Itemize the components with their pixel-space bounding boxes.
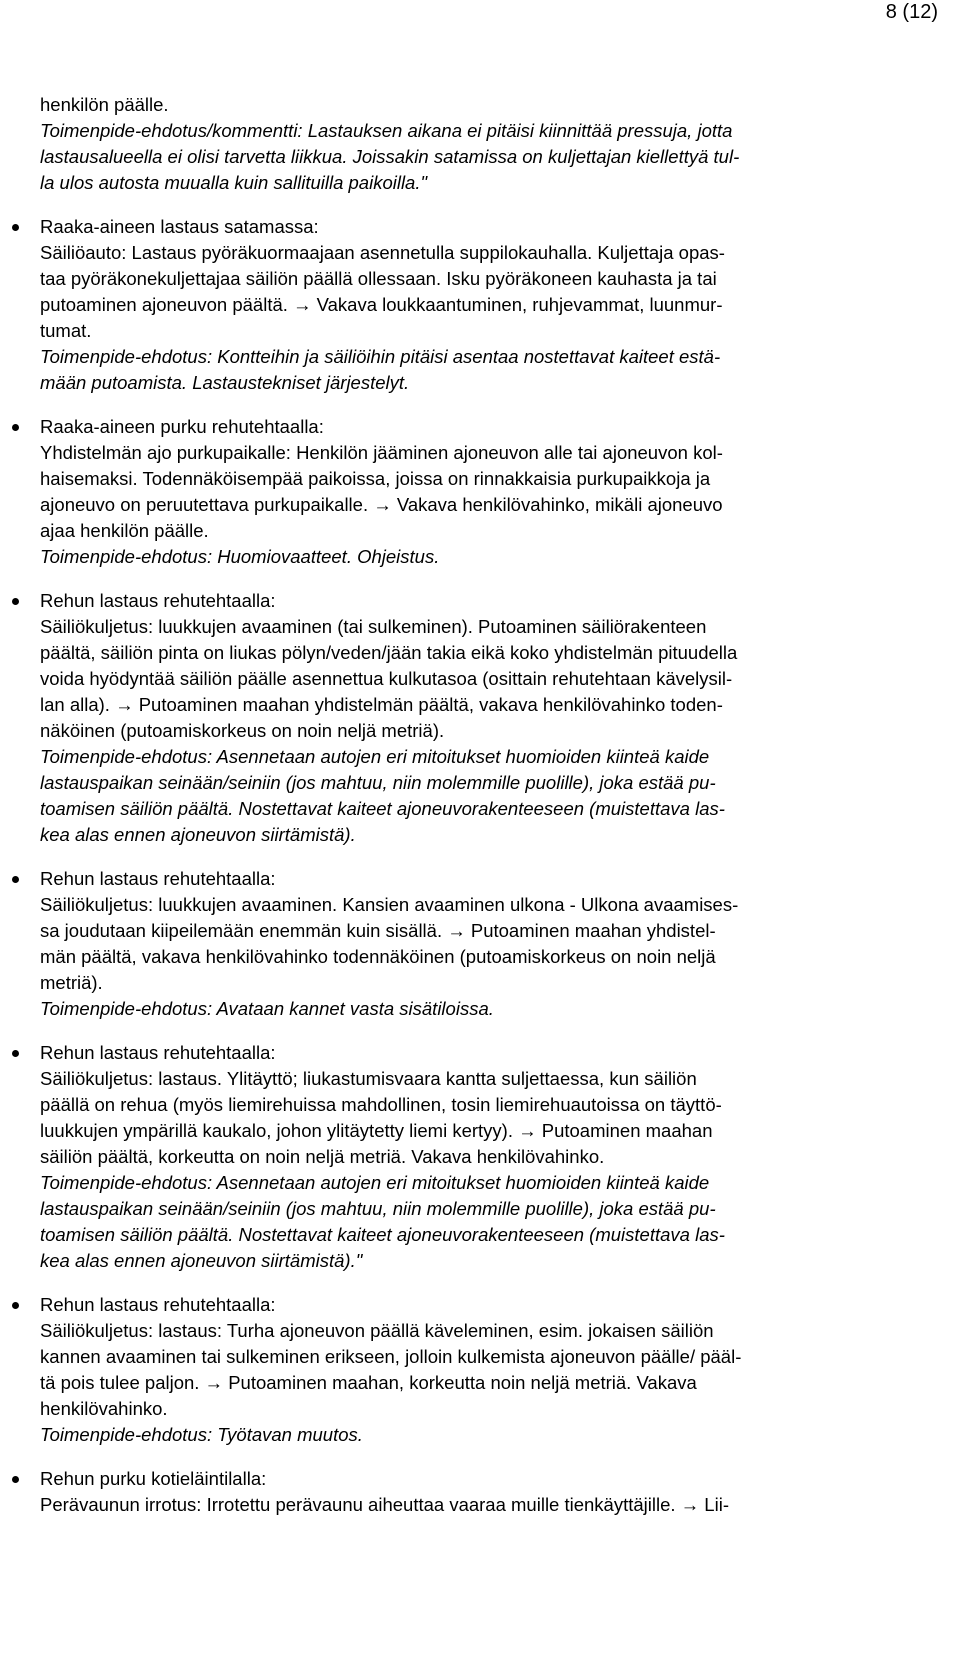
bullet-icon — [12, 1050, 19, 1057]
text-line: lan alla). → Putoaminen maahan yhdistelmän päältä, vakava henkilövahinko toden- — [40, 694, 723, 715]
list-item — [40, 214, 920, 396]
text-line: kannen avaaminen tai sulkeminen erikseen, jolloin kulkemista ajoneuvon päälle/ pääl- — [40, 1346, 742, 1367]
text-line: Säiliökuljetus: lastaus. Ylitäyttö; liukastumisvaara kantta suljettaessa, kun säiliön — [40, 1068, 697, 1089]
text-line: Raaka-aineen lastaus satamassa: — [40, 216, 319, 237]
list-item — [40, 414, 920, 570]
bullet-icon — [12, 224, 19, 231]
text-line: lastauspaikan seinään/seiniin (jos mahtuu, niin molemmille puolille), joka estää pu- — [40, 772, 716, 793]
page-number: 8 (12) — [885, 1, 938, 23]
list-item — [40, 588, 920, 848]
text-line: henkilövahinko. — [40, 1398, 168, 1419]
text-line: la ulos autosta muualla kuin sallituilla paikoilla." — [40, 172, 428, 193]
text-line: päällä on rehua (myös liemirehuissa mahdollinen, tosin liemirehuautoissa on täyttö- — [40, 1094, 722, 1115]
text-line: lastauspaikan seinään/seiniin (jos mahtuu, niin molemmille puolille), joka estää pu- — [40, 1198, 716, 1219]
text-line: Rehun purku kotieläintilalla: — [40, 1468, 267, 1489]
text-line: putoaminen ajoneuvon päältä. → Vakava loukkaantuminen, ruhjevammat, luunmur- — [40, 294, 723, 315]
text-line: ajaa henkilön päälle. — [40, 520, 209, 541]
bullet-icon — [12, 876, 19, 883]
list-item — [40, 1292, 920, 1448]
text-line: Toimenpide-ehdotus: Asennetaan autojen eri mitoitukset huomioiden kiinteä kaide — [40, 1172, 710, 1193]
text-line: kea alas ennen ajoneuvon siirtämistä). — [40, 824, 356, 845]
text-line: henkilön päälle. — [40, 94, 169, 115]
text-line: ajoneuvo on peruutettava purkupaikalle. → Vakava henkilövahinko, mikäli ajoneuvo — [40, 494, 723, 515]
text-line: sa joudutaan kiipeilemään enemmän kuin sisällä. → Putoaminen maahan yhdistel- — [40, 920, 716, 941]
text-line: luukkujen ympärillä kaukalo, johon ylitäytetty liemi kertyy). → Putoaminen maahan — [40, 1120, 713, 1141]
bullet-icon — [12, 1302, 19, 1309]
text-line: Toimenpide-ehdotus: Asennetaan autojen eri mitoitukset huomioiden kiinteä kaide — [40, 746, 710, 767]
text-line: näköinen (putoamiskorkeus on noin neljä metriä). — [40, 720, 445, 741]
text-line: mään putoamista. Lastaustekniset järjestelyt. — [40, 372, 410, 393]
text-line: Toimenpide-ehdotus: Avataan kannet vasta sisätiloissa. — [40, 998, 494, 1019]
text-line: Rehun lastaus rehutehtaalla: — [40, 590, 276, 611]
bullet-icon — [12, 1476, 19, 1483]
intro-paragraph — [40, 92, 920, 196]
text-line: Raaka-aineen purku rehutehtaalla: — [40, 416, 324, 437]
text-line: tumat. — [40, 320, 92, 341]
text-line: toamisen säiliön päältä. Nostettavat kaiteet ajoneuvorakenteeseen (muistettava las- — [40, 1224, 725, 1245]
text-line: Rehun lastaus rehutehtaalla: — [40, 1042, 276, 1063]
text-line: lastausalueella ei olisi tarvetta liikkua. Joissakin satamissa on kuljettajan kiellettyä tul- — [40, 146, 740, 167]
text-line: Säiliöauto: Lastaus pyöräkuormaajaan asennetulla suppilokauhalla. Kuljettaja opas- — [40, 242, 725, 263]
text-line: Toimenpide-ehdotus/kommentti: Lastauksen aikana ei pitäisi kiinnittää pressuja, jotta — [40, 120, 733, 141]
text-line: Säiliökuljetus: luukkujen avaaminen. Kansien avaaminen ulkona - Ulkona avaamises- — [40, 894, 739, 915]
text-line: Säiliökuljetus: lastaus: Turha ajoneuvon päällä käveleminen, esim. jokaisen säiliön — [40, 1320, 714, 1341]
text-line: Säiliökuljetus: luukkujen avaaminen (tai sulkeminen). Putoaminen säiliörakenteen — [40, 616, 707, 637]
text-line: män päältä, vakava henkilövahinko todennäköinen (putoamiskorkeus on noin neljä — [40, 946, 716, 967]
text-line: Rehun lastaus rehutehtaalla: — [40, 1294, 276, 1315]
text-line: kea alas ennen ajoneuvon siirtämistä)." — [40, 1250, 363, 1271]
text-line: tä pois tulee paljon. → Putoaminen maahan, korkeutta noin neljä metriä. Vakava — [40, 1372, 697, 1393]
list-item — [40, 866, 920, 1022]
list-item — [40, 1040, 920, 1274]
text-line: voida hyödyntää säiliön päälle asennettua kulkutasoa (osittain rehutehtaan kävelysil- — [40, 668, 733, 689]
text-line: metriä). — [40, 972, 103, 993]
text-line: päältä, säiliön pinta on liukas pölyn/veden/jään takia eikä koko yhdistelmän pituudella — [40, 642, 738, 663]
text-line: Toimenpide-ehdotus: Kontteihin ja säiliöihin pitäisi asentaa nostettavat kaiteet estä- — [40, 346, 721, 367]
text-line: toamisen säiliön päältä. Nostettavat kaiteet ajoneuvorakenteeseen (muistettava las- — [40, 798, 725, 819]
text-line: haisemaksi. Todennäköisempää paikoissa, joissa on rinnakkaisia purkupaikkoja ja — [40, 468, 711, 489]
text-line: Perävaunun irrotus: Irrotettu perävaunu aiheuttaa vaaraa muille tienkäyttäjille. → Lii- — [40, 1494, 729, 1515]
list-item — [40, 1466, 920, 1518]
text-line: säiliön päältä, korkeutta on noin neljä metriä. Vakava henkilövahinko. — [40, 1146, 605, 1167]
text-line: Toimenpide-ehdotus: Työtavan muutos. — [40, 1424, 363, 1445]
text-line: Yhdistelmän ajo purkupaikalle: Henkilön jääminen ajoneuvon alle tai ajoneuvon kol- — [40, 442, 723, 463]
bullet-icon — [12, 424, 19, 431]
text-line: Toimenpide-ehdotus: Huomiovaatteet. Ohjeistus. — [40, 546, 440, 567]
text-line: taa pyöräkonekuljettajaa säiliön päällä ollessaan. Isku pyöräkoneen kauhasta ja tai — [40, 268, 717, 289]
bullet-icon — [12, 598, 19, 605]
text-line: Rehun lastaus rehutehtaalla: — [40, 868, 276, 889]
document-body — [40, 92, 920, 1518]
bullet-list — [40, 214, 920, 1518]
